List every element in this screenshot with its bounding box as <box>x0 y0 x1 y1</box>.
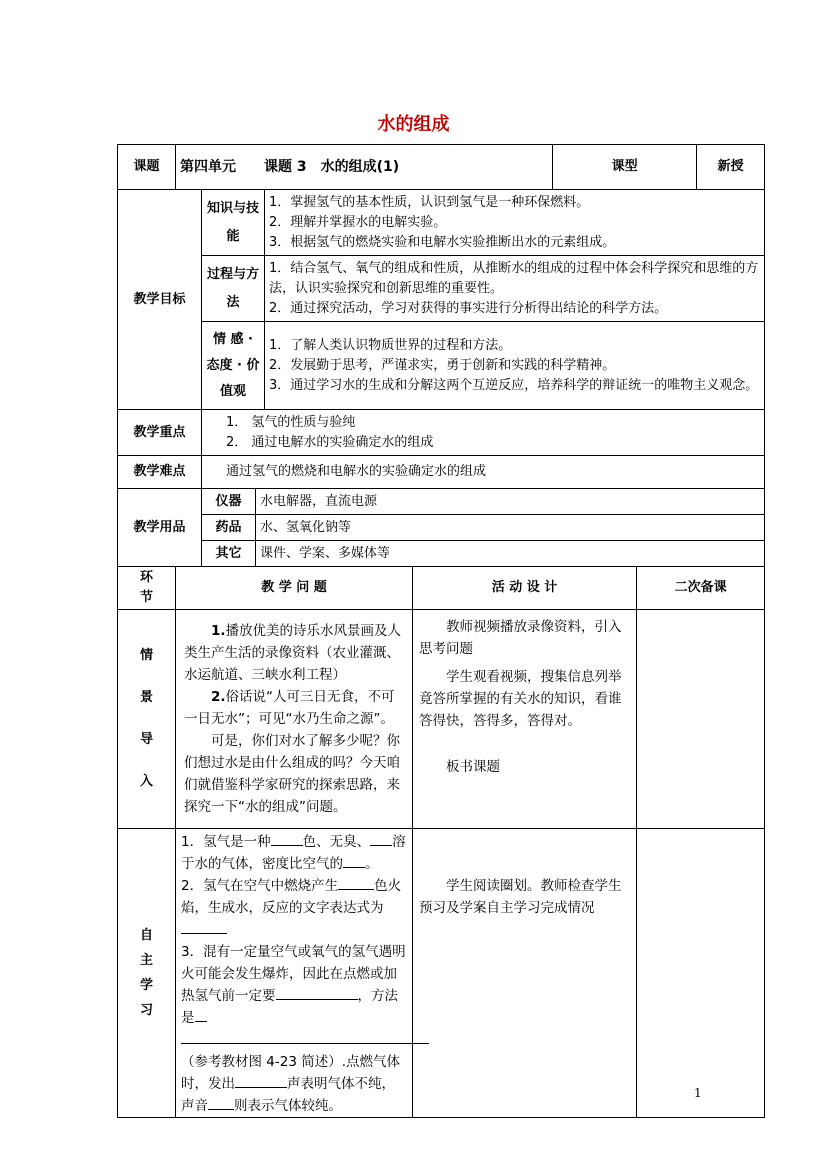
self-study-activity-text: 学生阅读圈划。教师检查学生预习及学案自主学习完成情况 <box>419 878 622 916</box>
activity-3-text: 板书课题 <box>446 759 500 775</box>
q3-part-c: （参考教材图 4-23 简述）.点燃气体时，发出 <box>181 1054 401 1092</box>
instrument-value: 水电解器，直流电源 <box>256 489 765 515</box>
page-number: 1 <box>694 1086 702 1100</box>
activity-2-text: 学生观看视频，搜集信息列举竟答所掌握的有关水的知识，看谁答得快，答得多，答得对。 <box>419 669 622 729</box>
emotion-items <box>265 322 765 410</box>
label-objectives: 教学目标 <box>118 190 202 410</box>
difficulty-row <box>118 456 765 489</box>
materials-row <box>118 515 765 541</box>
objective-emotion-row <box>118 322 765 410</box>
blank[interactable] <box>195 1007 207 1022</box>
self-study-row <box>118 829 765 1118</box>
label-stage: 环节 <box>118 567 176 610</box>
label-other: 其它 <box>202 541 256 567</box>
problem-1-number: 1. <box>211 623 226 639</box>
document-title: 水的组成 <box>377 114 450 135</box>
reagent-value: 水、氢氧化钠等 <box>256 515 765 541</box>
intro-activity <box>413 610 637 829</box>
label-emotion: 情 感 · 态度 · 价值观 <box>202 322 265 410</box>
q3-part-a: 3．混有一定量空气或氧气的氢气遇明火可能会发生爆炸，因此在点燃或加热氢气前一定要 <box>181 944 406 1004</box>
label-second-prep: 二次备课 <box>637 567 765 610</box>
q1-part-b: 色、无臭、 <box>302 834 371 850</box>
q2-part-a: 2．氢气在空气中燃烧产生 <box>181 878 339 894</box>
process-item: 1．结合氢气、氧气的组成和性质，从推断水的组成的过程中体会科学探究和思维的方法，认识实验探究和创新思维的重要性。 <box>269 260 759 296</box>
q1-part-a: 1．氢气是一种 <box>181 834 271 850</box>
label-process: 过程与方法 <box>202 256 265 322</box>
materials-row <box>118 489 765 515</box>
label-knowledge: 知识与技能 <box>202 190 265 256</box>
topic: 第四单元 课题 3 水的组成(1) <box>176 145 553 190</box>
self-study-stage <box>118 829 176 1118</box>
blank[interactable] <box>235 1073 287 1088</box>
label-reagent: 药品 <box>202 515 256 541</box>
intro-problem <box>176 610 413 829</box>
intro-stage-label: 情景导入 <box>139 648 153 789</box>
key-point-item: 1． 氢气的性质与验纯 <box>226 414 356 430</box>
self-study-problem <box>176 829 413 1118</box>
knowledge-item: 2．理解并掌握水的电解实验。 <box>269 214 447 230</box>
blank[interactable] <box>181 1029 429 1044</box>
blank[interactable] <box>343 853 365 868</box>
label-type: 课型 <box>553 145 697 190</box>
process-items <box>265 256 765 322</box>
label-instrument: 仪器 <box>202 489 256 515</box>
emotion-item: 3．通过学习水的生成和分解这两个互逆反应，培养科学的辩证统一的唯物主义观念。 <box>269 377 759 393</box>
materials-row <box>118 541 765 567</box>
activity-1-text: 教师视频播放录像资料，引入思考问题 <box>419 619 622 657</box>
self-study-stage-label: 自主学习 <box>139 928 153 1018</box>
label-topic: 课题 <box>118 145 176 190</box>
objective-knowledge-row <box>118 190 765 256</box>
label-materials: 教学用品 <box>118 489 202 567</box>
blank[interactable] <box>338 875 374 890</box>
key-points-items <box>202 410 765 456</box>
label-difficulty: 教学难点 <box>118 456 202 489</box>
header-row <box>118 145 765 190</box>
label-activity: 活 动 设 计 <box>413 567 637 610</box>
emotion-item: 2．发展勤于思考，严谨求实，勇于创新和实践的科学精神。 <box>269 357 616 373</box>
key-point-item: 2． 通过电解水的实验确定水的组成 <box>226 434 434 450</box>
q2-part-b: 色火焰，生成水，反应的文字表达式为 <box>181 878 402 916</box>
blank[interactable] <box>370 831 392 846</box>
objective-process-row <box>118 256 765 322</box>
blank[interactable] <box>208 1095 234 1110</box>
label-problem: 教 学 问 题 <box>176 567 413 610</box>
label-key-points: 教学重点 <box>118 410 202 456</box>
q3-part-e: 则表示气体较纯。 <box>234 1098 342 1114</box>
q1-part-c: 溶于水的气体，密度比空气的 <box>181 834 406 872</box>
lesson-plan-table <box>117 144 765 1118</box>
blank[interactable] <box>271 831 303 846</box>
blank[interactable] <box>276 985 358 1000</box>
intro-stage <box>118 610 176 829</box>
key-points-row <box>118 410 765 456</box>
knowledge-items <box>265 190 765 256</box>
other-value: 课件、学案、多媒体等 <box>256 541 765 567</box>
knowledge-item: 1．掌握氢气的基本性质，认识到氢气是一种环保燃料。 <box>269 194 590 210</box>
problem-2-number: 2. <box>211 689 226 705</box>
knowledge-item: 3．根据氢气的燃烧实验和电解水实验推断出水的元素组成。 <box>269 234 616 250</box>
process-item: 2．通过探究活动，学习对获得的事实进行分析得出结论的科学方法。 <box>269 300 668 316</box>
process-header-row <box>118 567 765 610</box>
self-study-second-prep <box>637 829 765 1118</box>
intro-row <box>118 610 765 829</box>
self-study-activity <box>413 829 637 1118</box>
q3-part-b: ，方法是 <box>181 988 398 1026</box>
blank[interactable] <box>181 919 227 934</box>
problem-2-text: 俗话说“人可三日无食，不可一日无水”；可见“水乃生命之源”。 <box>184 689 395 727</box>
difficulty-text: 通过氢气的燃烧和电解水的实验确定水的组成 <box>202 456 765 489</box>
problem-3-text: 可是，你们对水了解多少呢？你们想过水是由什么组成的吗？今天咱们就借鉴科学家研究的探索思路，来探究一下“水的组成”问题。 <box>184 733 400 815</box>
q3-part-d: 声表明气体不纯，声音 <box>181 1076 395 1114</box>
lesson-type: 新授 <box>697 145 765 190</box>
problem-1-text: 播放优美的诗乐水风景画及人类生产生活的录像资料（农业灌溉、水运航道、三峡水利工程） <box>184 623 402 683</box>
intro-second-prep <box>637 610 765 829</box>
emotion-item: 1．了解人类认识物质世界的过程和方法。 <box>269 337 512 353</box>
q1-part-d: 。 <box>365 856 379 872</box>
